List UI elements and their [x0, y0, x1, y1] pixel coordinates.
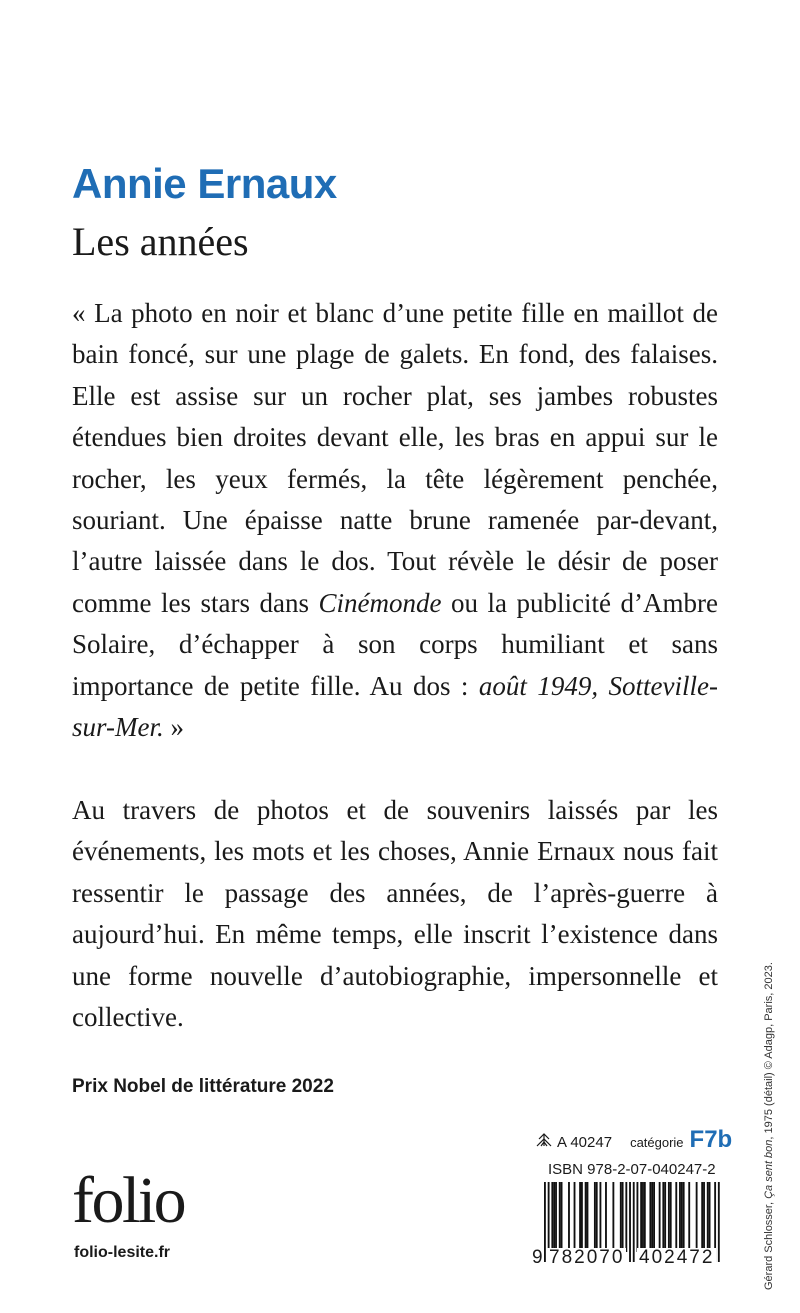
barcode-bar — [668, 1182, 670, 1252]
barcode-bar — [596, 1182, 598, 1252]
author-name: Annie Ernaux — [72, 160, 337, 207]
isbn: ISBN 978-2-07-040247-2 — [548, 1161, 716, 1178]
barcode-bar — [644, 1182, 646, 1252]
barcode-bar — [718, 1182, 720, 1262]
quote-italic-caption: août 1949, Sotteville-sur-Mer. — [72, 670, 718, 743]
catalog-line — [536, 1126, 732, 1154]
barcode-bar — [581, 1182, 583, 1252]
barcode-bar — [651, 1182, 653, 1252]
barcode-bar — [683, 1182, 685, 1252]
barcode-bar — [625, 1182, 627, 1252]
category-value: F7b — [689, 1126, 733, 1153]
barcode-bar — [600, 1182, 602, 1252]
quote-paragraph — [72, 293, 718, 748]
barcode-bar — [629, 1182, 631, 1262]
description-paragraph: Au travers de photos et de souvenirs laissés par les événements, les mots et les choses, Annie Ernaux nous fait ressentir le passage des années, de l’après-guerre à aujourd’hui. En même temps, elle inscrit l’existence dans une forme nouvelle d’autobiographie, impersonnelle et collective. — [72, 795, 718, 1033]
barcode-bar — [585, 1182, 587, 1252]
barcode-bar — [637, 1182, 639, 1252]
credit-artwork-title: Ça sent bon — [763, 1139, 775, 1199]
award-line: Prix Nobel de littérature 2022 — [72, 1076, 334, 1097]
publisher-website: folio-lesite.fr — [74, 1244, 171, 1261]
barcode-bar — [662, 1182, 664, 1252]
credit-text: Gérard Schlosser, — [763, 1198, 775, 1290]
barcode-bar — [681, 1182, 683, 1252]
barcode-bar — [605, 1182, 607, 1252]
book-description — [72, 790, 718, 1038]
barcode-bar — [709, 1182, 711, 1252]
barcode-bar — [594, 1182, 596, 1252]
credit-text: , 1975 (détail) © Adagp, Paris, 2023. — [763, 962, 775, 1140]
barcode-bar — [587, 1182, 589, 1252]
quote-italic-title: Cinémonde — [318, 587, 442, 618]
catalog-code: A 40247 — [557, 1134, 613, 1151]
barcode-bar — [553, 1182, 555, 1252]
barcode-bar — [568, 1182, 570, 1252]
barcode-bar — [579, 1182, 581, 1252]
barcode-bar — [622, 1182, 624, 1252]
barcode-bar — [642, 1182, 644, 1252]
barcode-bar — [633, 1182, 635, 1262]
category-label: catégorie — [630, 1135, 684, 1150]
quote-text: ou la publicité d’Ambre Solaire, d’échapper à son corps humiliant et sans importance de petite fille. Au dos : — [72, 587, 718, 701]
barcode-bar — [612, 1182, 614, 1252]
barcode-bar — [551, 1182, 553, 1252]
barcode-bar — [679, 1182, 681, 1252]
barcode-bar — [701, 1182, 703, 1252]
barcode-bar — [664, 1182, 666, 1252]
barcode-bar — [649, 1182, 651, 1252]
barcode-bar — [640, 1182, 642, 1252]
barcode-bar — [561, 1182, 563, 1252]
barcode-bar — [703, 1182, 705, 1252]
quote-excerpt — [72, 293, 718, 748]
press-mark-icon — [536, 1133, 552, 1151]
barcode-bar — [559, 1182, 561, 1252]
barcode-group-left: 782070 — [549, 1247, 625, 1268]
quote-close: » — [163, 712, 184, 743]
barcode-bar — [555, 1182, 557, 1252]
barcode-first-digit: 9 — [532, 1247, 545, 1268]
barcode-bar — [659, 1182, 661, 1252]
barcode-bar — [675, 1182, 677, 1252]
publisher-logo: folio — [72, 1164, 185, 1237]
barcode-bar — [688, 1182, 690, 1252]
barcode-bar — [707, 1182, 709, 1252]
quote-text: « La photo en noir et blanc d’une petite fille en maillot de bain foncé, sur une plage de galets. En fond, des falaises. Elle est assise sur un rocher plat, ses jambes robustes étendues bien droites devant elle, les bras en appui sur le rocher, les yeux fermés, la tête légèrement penchée, souriant. Une épaisse natte brune ramenée par-devant, l’autre laissée dans le dos. Tout révèle le désir de poser comme les stars dans — [72, 298, 718, 618]
barcode — [532, 1182, 732, 1278]
barcode-bar — [653, 1182, 655, 1252]
barcode-group-right: 402472 — [639, 1247, 715, 1268]
barcode-bar — [620, 1182, 622, 1252]
cover-credit — [763, 962, 775, 1290]
barcode-bar — [670, 1182, 672, 1252]
book-title: Les années — [72, 219, 249, 264]
barcode-bar — [696, 1182, 698, 1252]
barcode-bar — [574, 1182, 576, 1252]
